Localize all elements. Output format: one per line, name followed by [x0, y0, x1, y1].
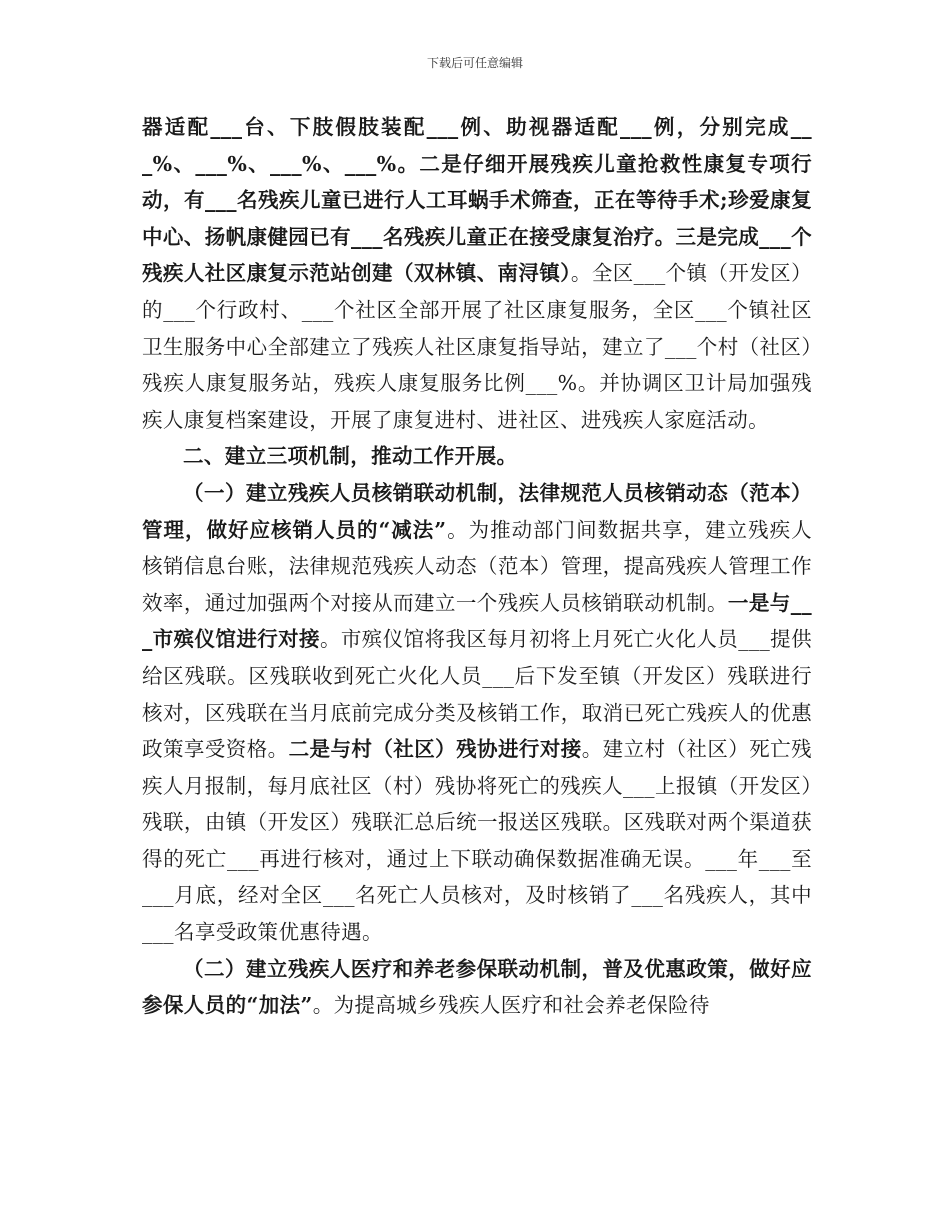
section-heading-2: 二、建立三项机制，推动工作开展。 [183, 444, 518, 469]
paragraph-text: 。为推动部门间数据共享，建立残疾人核销信息台账，法律规范残疾人动态（范本）管理，提高残疾人管理工作效率，通过加强两个对接从而建立一个残疾人员核销联动机制。 [142, 517, 812, 615]
paragraph-rehabilitation [142, 109, 812, 438]
paragraph-verification-mechanism [142, 475, 812, 951]
paragraph-bold-text: 器适配___台、下肢假肢装配___例、助视器适配___例，分别完成___%、___%、___%、___%。二是仔细开展残疾儿童抢救性康复专项行动，有___名残疾儿童已进行人工耳蜗手术筛查，正在等待手术;珍爱康复中心、扬帆康健园已有___名残疾儿童正在接受康复治疗。三是完成___个残疾人社区康复示范站创建（双林镇、南浔镇） [142, 115, 812, 286]
page-header: 下载后可任意编辑 [426, 56, 523, 70]
paragraph-text: 。市殡仪馆将我区每月初将上月死亡火化人员___提供给区残联。区残联收到死亡火化人员___后下发至镇（开发区）残联进行核对，区残联在当月底前完成分类及核销工作，取消已死亡残疾人的优惠政策享受资格。 [142, 627, 812, 762]
paragraph-insurance-mechanism [142, 951, 812, 1024]
subsection-heading-2: （二）建立残疾人医疗和养老参保联动机制，普及优惠政策，做好应参保人员的“加法” [142, 956, 812, 1018]
point-two-heading: 二是与村（社区）残协进行对接 [288, 737, 582, 762]
point-one-heading: 一是与___市殡仪馆进行对接 [142, 590, 812, 652]
subsection-heading-1: （一）建立残疾人员核销联动机制，法律规范人员核销动态（范本）管理，做好应核销人员的“减法” [142, 480, 812, 542]
paragraph-text: 。全区___个镇（开发区）的___个行政村、___个社区全部开展了社区康复服务，全区___个镇社区卫生服务中心全部建立了残疾人社区康复指导站，建立了___个村（社区）残疾人康复服务站，残疾人康复服务比例___%。并协调区卫计局加强残疾人康复档案建设，开展了康复进村、进社区、进残疾人家庭活动。 [142, 261, 812, 432]
paragraph-text: 。为提高城乡残疾人医疗和社会养老保险待 [312, 993, 710, 1018]
document-body [142, 109, 812, 1024]
paragraph-text: 。建立村（社区）死亡残疾人月报制，每月底社区（村）残协将死亡的残疾人___上报镇（开发区）残联，由镇（开发区）残联汇总后统一报送区残联。区残联对两个渠道获得的死亡___再进行核对，通过上下联动确保数据准确无误。___年___至___月底，经对全区___名死亡人员核对，及时核销了___名残疾人，其中___名享受政策优惠待遇。 [142, 737, 812, 945]
